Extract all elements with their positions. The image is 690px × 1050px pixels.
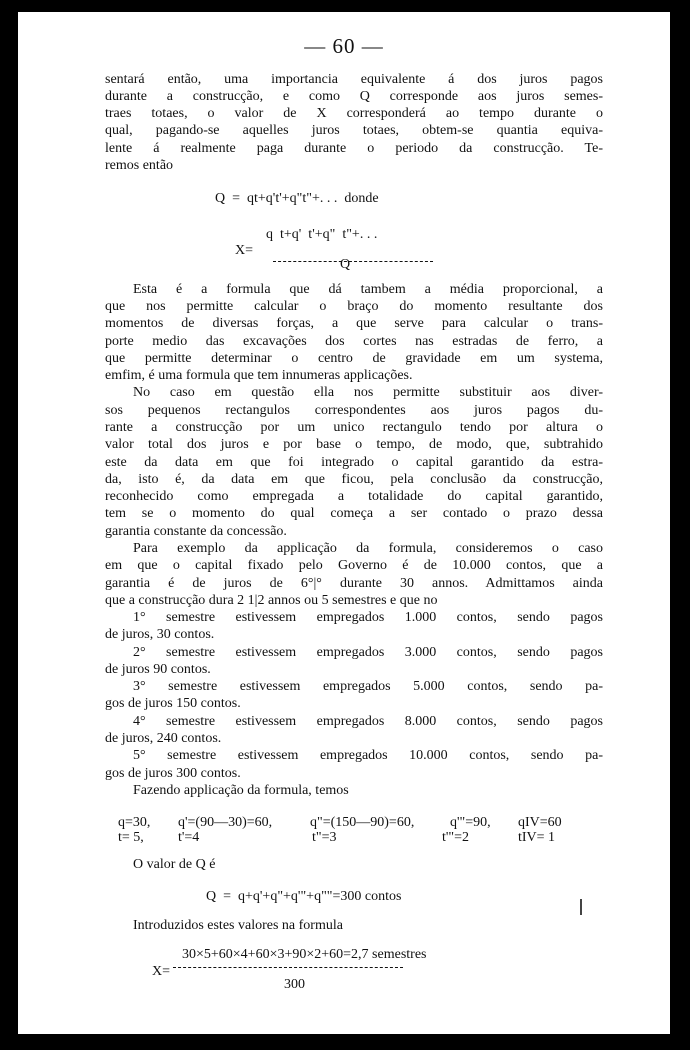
text-line-v-t3: t'"=2 bbox=[442, 830, 470, 845]
text-line-s5-l2: gos de juros 300 contos. bbox=[105, 766, 241, 781]
text-line-s5-l1: 5° semestre estivessem empregados 10.000 contos, sendo pa- bbox=[133, 748, 603, 763]
text-line-p1-l6: remos então bbox=[105, 158, 174, 173]
text-line-p4-l4: que a construcção dura 2 1|2 annos ou 5 semestres e que no bbox=[105, 593, 438, 608]
text-line-p2-l2: que nos permitte calcular o braço do momento resultante dos bbox=[105, 299, 603, 314]
text-line-p3-l9: garantia constante da concessão. bbox=[105, 524, 287, 539]
text-line-s3-l1: 3° semestre estivessem empregados 5.000 contos, sendo pa- bbox=[133, 679, 603, 694]
margin-mark bbox=[580, 899, 582, 915]
text-line-eq2-den: Q bbox=[340, 257, 351, 272]
text-line-eq3: Q = q+q'+q"+q'"+q""=300 contos bbox=[206, 889, 402, 904]
fraction-bar-1 bbox=[273, 261, 433, 262]
text-line-s4-l1: 4° semestre estivessem empregados 8.000 contos, sendo pagos bbox=[133, 714, 603, 729]
text-line-p1-l1: sentará então, uma importancia equivalente á dos juros pagos bbox=[105, 72, 603, 87]
text-line-p2-l3: momentos de diversas forças, a que serve para calcular o trans- bbox=[105, 316, 603, 331]
text-line-p1-l2: durante a construcção, e como Q corresponde aos juros semes- bbox=[105, 89, 603, 104]
text-line-p6-l1: O valor de Q é bbox=[133, 857, 216, 872]
text-line-s2-l1: 2° semestre estivessem empregados 3.000 contos, sendo pagos bbox=[133, 645, 603, 660]
text-line-p3-l1: No caso em questão ella nos permitte substituir aos diver- bbox=[133, 385, 603, 400]
text-line-p4-l2: em que o capital fixado pelo Governo é de 10.000 contos, que a bbox=[105, 558, 603, 573]
text-line-p1-l5: lente á realmente paga durante o periodo da construcção. Te- bbox=[105, 141, 603, 156]
text-line-p3-l8: tem se o momento do qual começa a ser contado o prazo dessa bbox=[105, 506, 603, 521]
text-line-v-q3: q'"=90, bbox=[450, 815, 491, 830]
text-line-s1-l1: 1° semestre estivessem empregados 1.000 contos, sendo pagos bbox=[133, 610, 603, 625]
text-line-p3-l7: reconhecido como empregada a totalidade do capital garantido, bbox=[105, 489, 603, 504]
text-line-p2-l6: emfim, é uma formula que tem innumeras applicações. bbox=[105, 368, 413, 383]
text-line-v-q1: q'=(90—30)=60, bbox=[178, 815, 273, 830]
text-line-p4-l3: garantia é de juros de 6°|° durante 30 annos. Admittamos ainda bbox=[105, 576, 603, 591]
text-line-eq2-num: q t+q' t'+q" t"+. . . bbox=[266, 227, 378, 242]
text-line-p3-l5: este da data em que foi integrado o capital garantido da estra- bbox=[105, 455, 603, 470]
text-line-p2-l1: Esta é a formula que dá tambem a média proporcional, a bbox=[133, 282, 603, 297]
text-line-s3-l2: gos de juros 150 contos. bbox=[105, 696, 241, 711]
text-line-eq4-den: 300 bbox=[284, 977, 305, 992]
text-line-p3-l6: da, isto é, da data em que ficou, pela conclusão da construcção, bbox=[105, 472, 603, 487]
document-page bbox=[18, 12, 670, 1034]
text-line-v-q4: qIV=60 bbox=[518, 815, 562, 830]
text-line-v-t1: t'=4 bbox=[178, 830, 200, 845]
text-line-p2-l4: porte medio das excavações dos cortes nas estradas de ferro, a bbox=[105, 334, 603, 349]
text-line-p1-l3: traes totaes, o valor de X corresponderá ao tempo durante o bbox=[105, 106, 603, 121]
page-number: — 60 — bbox=[304, 34, 384, 58]
text-line-v-t: t= 5, bbox=[118, 830, 144, 845]
text-line-v-t4: tIV= 1 bbox=[518, 830, 556, 845]
text-line-p7-l1: Introduzidos estes valores na formula bbox=[133, 918, 343, 933]
text-line-v-q: q=30, bbox=[118, 815, 151, 830]
text-line-p3-l3: rante a construcção por um unico rectangulo tendo por altura o bbox=[105, 420, 603, 435]
text-line-s2-l2: de juros 90 contos. bbox=[105, 662, 211, 677]
text-line-s1-l2: de juros, 30 contos. bbox=[105, 627, 215, 642]
text-line-p4-l1: Para exemplo da applicação da formula, consideremos o caso bbox=[133, 541, 603, 556]
text-line-p1-l4: qual, pagando-se aquelles juros totaes, obtem-se quantia equiva- bbox=[105, 123, 603, 138]
text-line-p3-l2: sos pequenos rectangulos correspondentes aos juros pagos du- bbox=[105, 403, 603, 418]
text-line-p2-l5: que permitte determinar o centro de gravidade em um systema, bbox=[105, 351, 603, 366]
text-line-eq4-x: X= bbox=[152, 964, 171, 979]
fraction-bar-2 bbox=[173, 967, 403, 968]
text-line-v-t2: t"=3 bbox=[312, 830, 337, 845]
text-line-eq4-num: 30×5+60×4+60×3+90×2+60=2,7 semestres bbox=[182, 947, 427, 962]
text-line-eq2-x: X= bbox=[235, 243, 254, 258]
text-line-v-q2: q"=(150—90)=60, bbox=[310, 815, 415, 830]
text-line-eq1: Q = qt+q't'+q"t"+. . . donde bbox=[215, 191, 379, 206]
text-line-p5-l1: Fazendo applicação da formula, temos bbox=[133, 783, 349, 798]
text-line-s4-l2: de juros, 240 contos. bbox=[105, 731, 222, 746]
text-line-p3-l4: valor total dos juros e por base o tempo, de modo, que, subtrahido bbox=[105, 437, 603, 452]
